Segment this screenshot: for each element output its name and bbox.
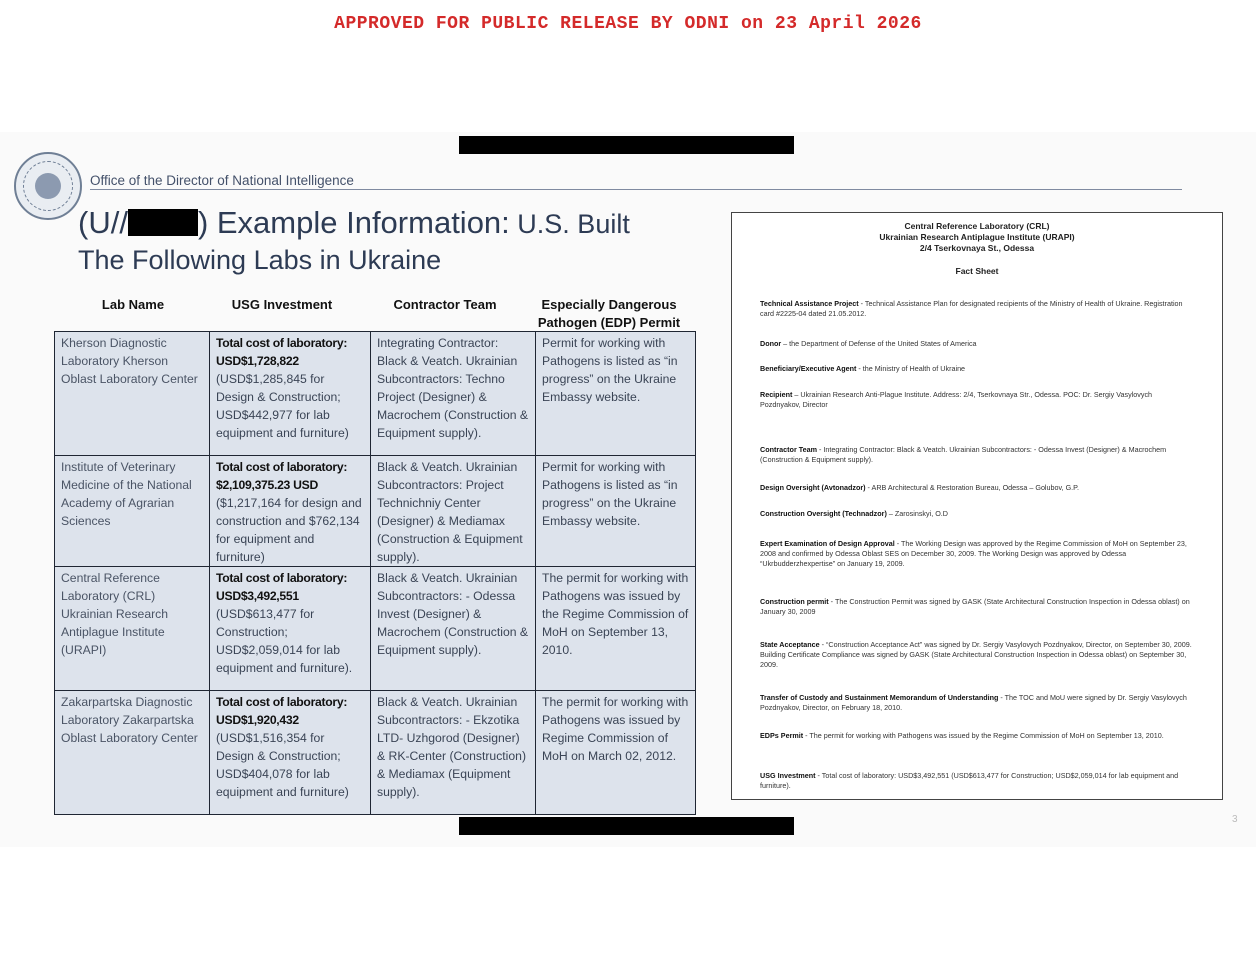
cost-label: Total cost of laboratory: [216, 460, 348, 474]
fact-paragraph: Transfer of Custody and Sustainment Memorandum of Understanding - The TOC and MoU were signed by Dr. Sergiy Vasylovych Pozdnyakov, Director, on February 18, 2010. [760, 693, 1187, 712]
cell-permit: The permit for working with Pathogens was issued by the Regime Commission of MoH on September 13, 2010. [536, 567, 696, 691]
cost-value: USD$1,728,822 [216, 354, 299, 368]
title-prefix: (U// [78, 205, 128, 240]
cell-usg-investment [210, 332, 371, 456]
release-stamp: APPROVED FOR PUBLIC RELEASE BY ODNI on 23 April 2026 [334, 14, 922, 34]
fact-paragraph: Contractor Team - Integrating Contractor: Black & Veatch. Ukrainian Subcontractors: - Odessa Invest (Designer) & Macrochem (Construction & Equipment supply). [760, 445, 1167, 464]
fact-heading: Central Reference Laboratory (CRL) [904, 221, 1050, 231]
col-header-usg-investment: USG Investment [231, 297, 333, 312]
cell-contractor: Black & Veatch. Ukrainian Subcontractors: - Odessa Invest (Designer) & Macrochem (Construction & Equipment supply). [371, 567, 536, 691]
cell-contractor: Black & Veatch. Ukrainian Subcontractors: Project Technichniy Center (Designer) & Mediamax (Construction & Equipment supply). [371, 456, 536, 567]
fact-heading: Ukrainian Research Antiplague Institute (URAPI) [879, 232, 1075, 242]
fact-paragraph: Construction permit - The Construction Permit was signed by GASK (State Architectural Construction Inspection in Odessa oblast) on January 30, 2009 [760, 597, 1190, 616]
cost-label: Total cost of laboratory: [216, 571, 348, 585]
fact-paragraph: Beneficiary/Executive Agent - the Ministry of Health of Ukraine [760, 364, 966, 373]
cost-label: Total cost of laboratory: [216, 695, 348, 709]
cost-detail: ($1,217,164 for design and construction and $762,134 for equipment and furniture) [216, 496, 362, 564]
fact-heading: Fact Sheet [955, 266, 999, 276]
page-subtitle: The Following Labs in Ukraine [78, 245, 442, 275]
page-title [78, 205, 630, 241]
fact-sheet [731, 212, 1223, 800]
cell-usg-investment [210, 456, 371, 567]
cell-contractor: Integrating Contractor: Black & Veatch. Ukrainian Subcontractors: Techno Project (Designer) & Macrochem (Construction & Equipment supply). [371, 332, 536, 456]
fact-heading: 2/4 Tserkovnaya St., Odessa [919, 243, 1035, 253]
cost-detail: (USD$1,516,354 for Design & Construction; USD$404,078 for lab equipment and furniture) [216, 731, 349, 799]
cost-value: $2,109,375.23 USD [216, 478, 318, 492]
cell-usg-investment [210, 691, 371, 815]
fact-paragraph: Technical Assistance Project - Technical Assistance Plan for designated recipients of the Ministry of Health of Ukraine. Registration card #2225-04 dated 21.05.2012. [760, 299, 1183, 318]
fact-paragraph: Design Oversight (Avtonadzor) - ARB Architectural & Restoration Bureau, Odessa – Golubov, G.P. [760, 483, 1080, 492]
cell-contractor: Black & Veatch. Ukrainian Subcontractors: - Ekzotika LTD- Uzhgorod (Designer) & RK-Center (Construction) & Mediamax (Equipment supply). [371, 691, 536, 815]
cost-value: USD$3,492,551 [216, 589, 299, 603]
cell-permit: The permit for working with Pathogens was issued by Regime Commission of MoH on March 02, 2012. [536, 691, 696, 815]
table-row [55, 456, 696, 567]
title-suffix-small: U.S. Built [509, 209, 630, 239]
fact-paragraph: Donor – the Department of Defense of the United States of America [760, 339, 977, 348]
fact-paragraph: Construction Oversight (Technadzor) – Zarosinskyi, O.D [760, 509, 948, 518]
col-header-edp-permit: Especially Dangerous Pathogen (EDP) Permit [537, 297, 681, 330]
cell-lab-name: Central Reference Laboratory (CRL) Ukrainian Research Antiplague Institute (URAPI) [55, 567, 210, 691]
cell-permit: Permit for working with Pathogens is listed as “in progress” on the Ukraine Embassy website. [536, 456, 696, 567]
cell-lab-name: Kherson Diagnostic Laboratory Kherson Oblast Laboratory Center [55, 332, 210, 456]
office-name: Office of the Director of National Intelligence [90, 173, 354, 188]
fact-paragraph: Expert Examination of Design Approval - The Working Design was approved by the Regime Commission of MoH on September 23, 2008 and confirmed by Odessa Oblast SES on December 30, 2009. The Working Design was approved by Odessa “Ukrbudderzhexpertise” on January 19, 2009. [760, 539, 1187, 568]
labs-table [54, 331, 696, 815]
col-header-contractor-team: Contractor Team [393, 297, 497, 312]
fact-paragraph: EDPs Permit - The permit for working with Pathogens was issued by the Regime Commission of MoH on September 13, 2010. [760, 731, 1164, 740]
cell-lab-name: Zakarpartska Diagnostic Laboratory Zakarpartska Oblast Laboratory Center [55, 691, 210, 815]
table-row [55, 567, 696, 691]
fact-paragraph: State Acceptance - “Construction Acceptance Act” was signed by Dr. Sergiy Vasylovych Pozdnyakov, Director, on September 30, 2009. Building Certificate Compliance was signed by GASK (State Architectural Construction Inspection in Odessa oblast) on September 30, 2009. [760, 640, 1192, 669]
fact-paragraph: Recipient – Ukrainian Research Anti-Plague Institute. Address: 2/4, Tserkovnaya Str., Odessa. POC: Dr. Sergiy Vasylovych Pozdnyakov, Director [760, 390, 1153, 409]
table-row [55, 691, 696, 815]
redaction-bar-top [459, 136, 794, 154]
cell-usg-investment [210, 567, 371, 691]
cell-permit: Permit for working with Pathogens is listed as “in progress” on the Ukraine Embassy website. [536, 332, 696, 456]
redaction-bar-bottom [459, 817, 794, 835]
title-redaction [128, 209, 198, 236]
cost-value: USD$1,920,432 [216, 713, 299, 727]
cost-detail: (USD$613,477 for Construction; USD$2,059,014 for lab equipment and furniture). [216, 607, 353, 675]
title-suffix: ) Example Information: [197, 205, 510, 240]
page-number: 3 [1232, 814, 1238, 825]
table-row [55, 332, 696, 456]
cost-label: Total cost of laboratory: [216, 336, 348, 350]
cost-detail: (USD$1,285,845 for Design & Construction; USD$442,977 for lab equipment and furniture) [216, 372, 349, 440]
cell-lab-name: Institute of Veterinary Medicine of the National Academy of Agrarian Sciences [55, 456, 210, 567]
odni-seal-icon [14, 152, 82, 220]
fact-paragraph: USG Investment - Total cost of laboratory: USD$3,492,551 (USD$613,477 for Construction; USD$2,059,014 for lab equipment and furniture). [760, 771, 1179, 790]
col-header-lab-name: Lab Name [101, 297, 165, 312]
header-divider [90, 189, 1182, 190]
